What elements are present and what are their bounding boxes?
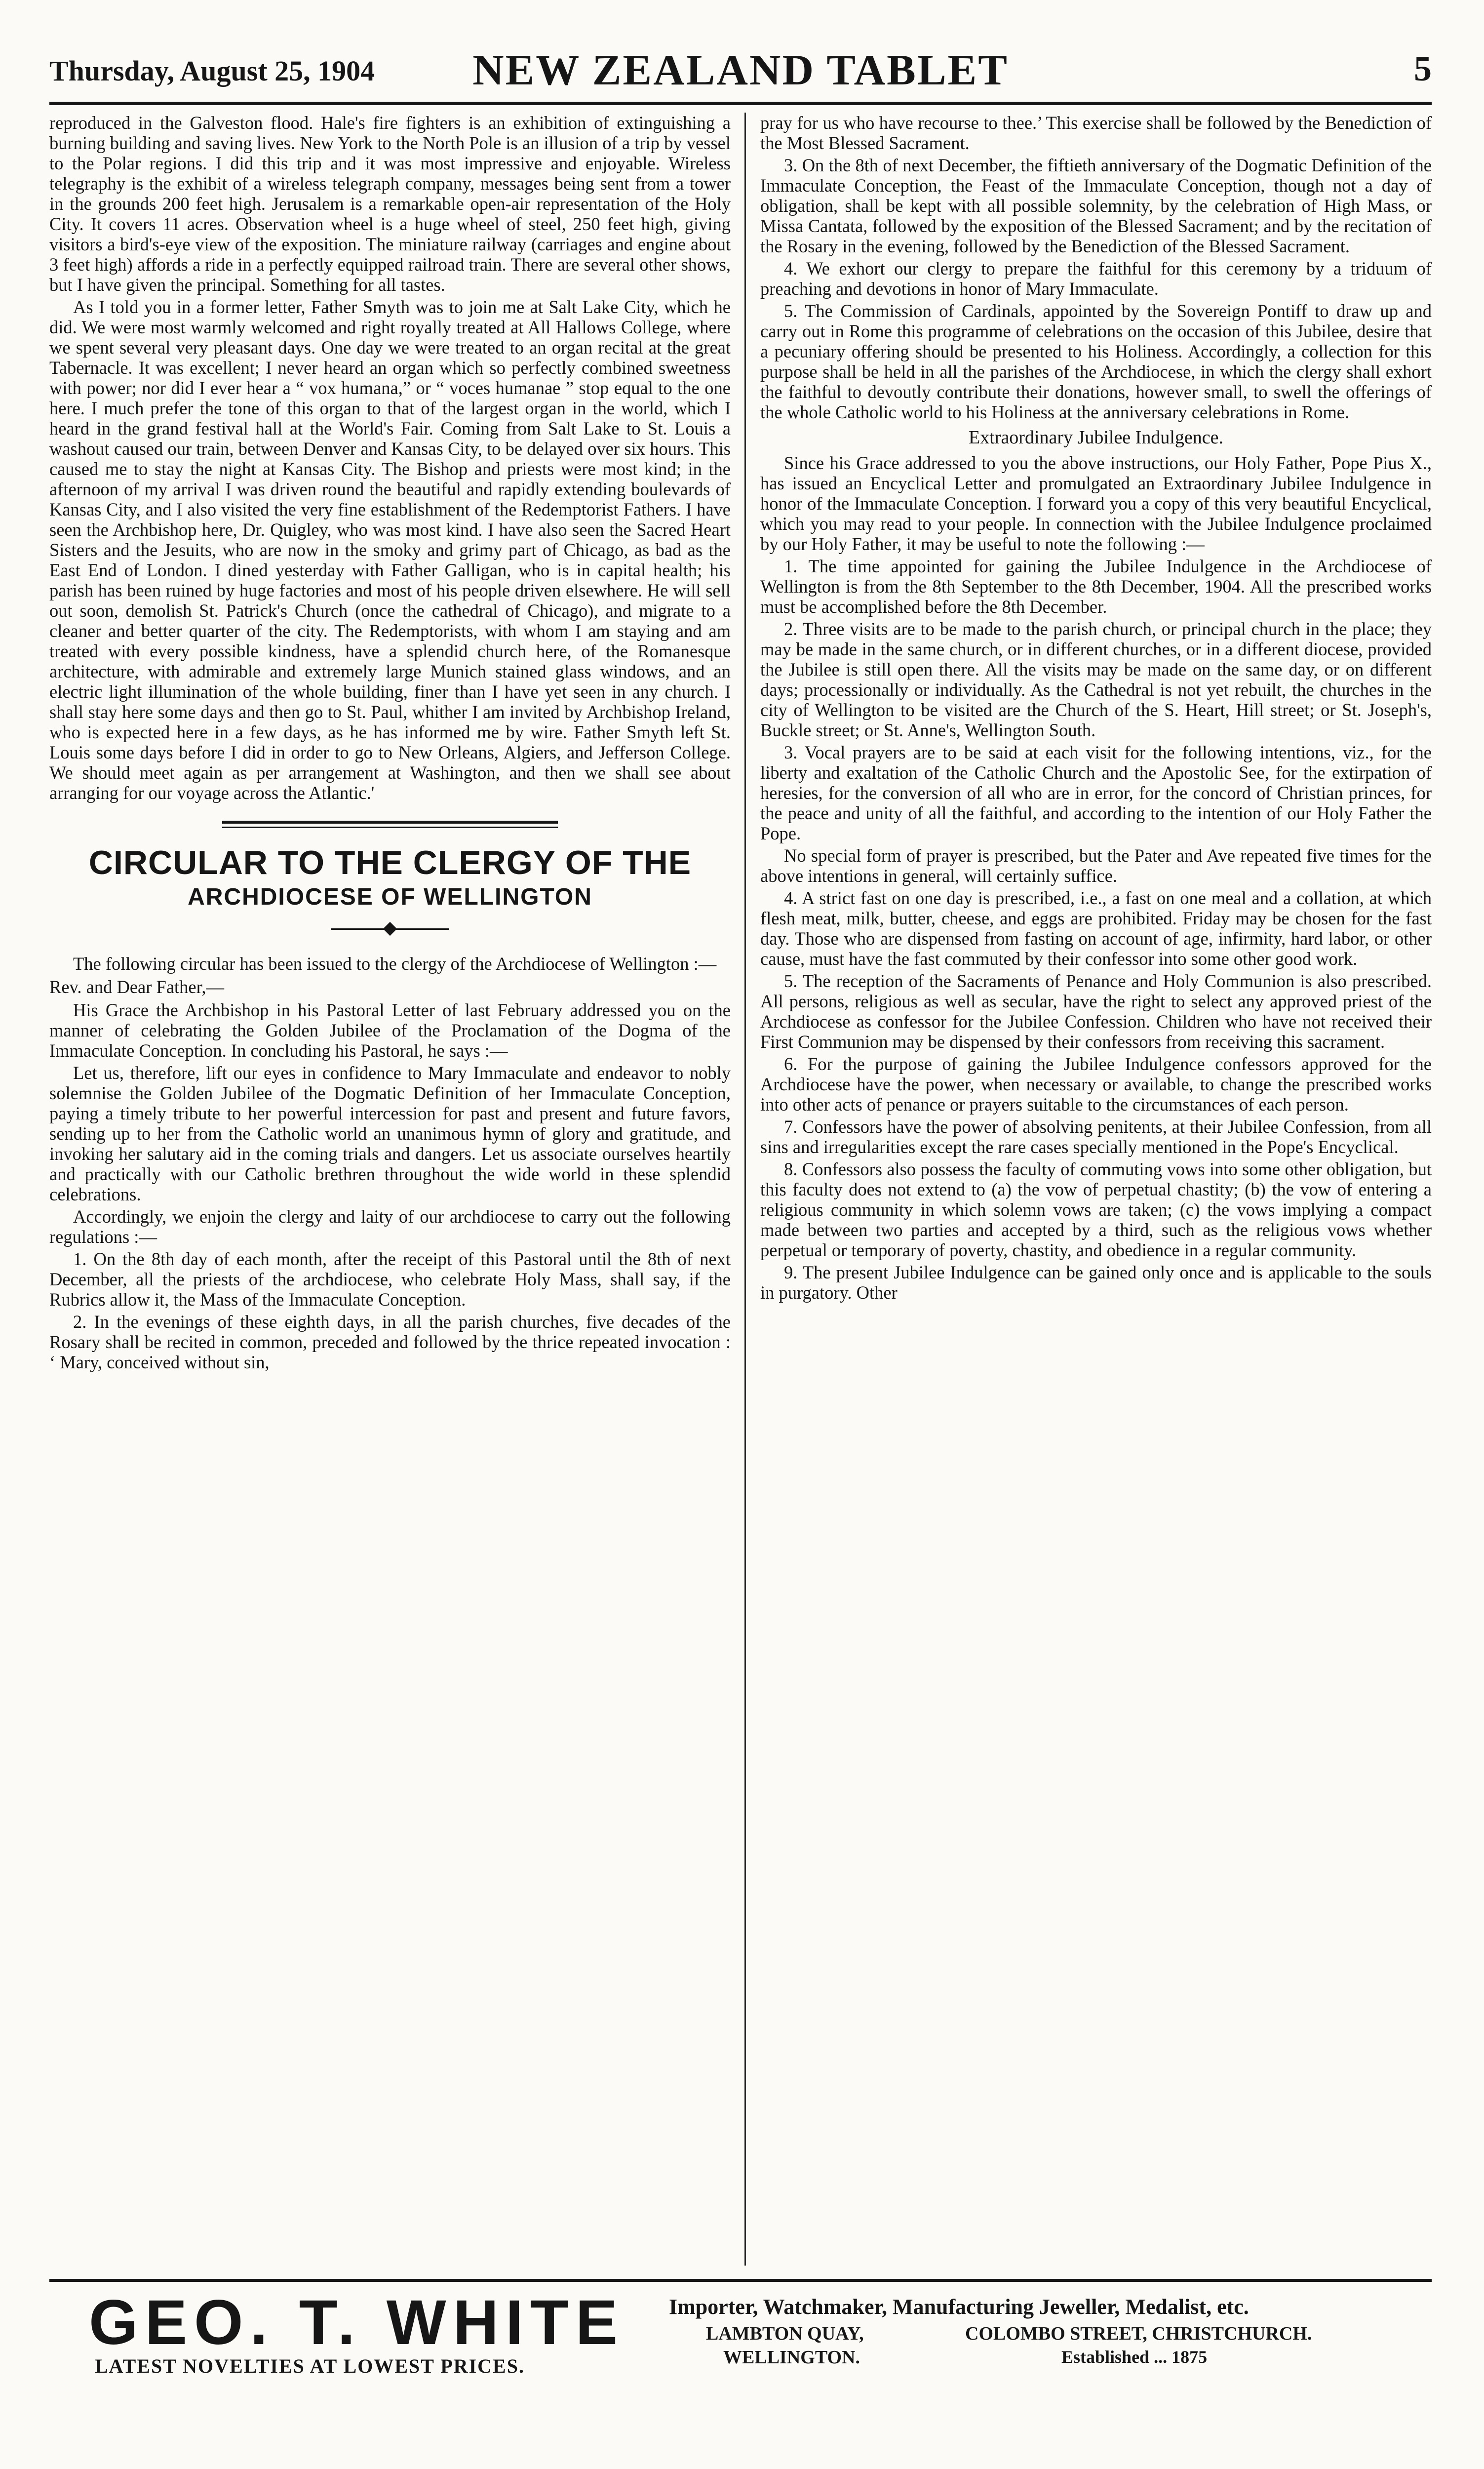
indulgence-paragraph: Since his Grace addressed to you the above instructions, our Holy Father, Pope Pius X., has issued an Encyclical Letter and promulgated an Extraordinary Jubilee Indulgence in honor of the Immaculate Conception. I forward you a copy of this very beautiful Encyclical, which you may read to your people. In connection with the Jubilee Indulgence proclaimed by our Holy Father, it may be useful to note the following :— [760,453,1432,554]
advertiser-name: GEO. T. WHITE [89,2287,625,2358]
ornament-divider [331,924,449,934]
indulgence-paragraph: 2. Three visits are to be made to the parish church, or principal church in the place; they may be made in the same church, or in different churches, or in a different diocese, provided the Jubilee is still open there. All the visits may be made on the same day, or on different days; processionally or individually. As the Cathedral is not yet rebuilt, the churches in the city of Wellington to be visited are the Church of the S. Heart, Hill street; or St. Joseph's, Buckle street; or St. Anne's, Wellington South. [760,619,1432,740]
indulgence-paragraph: 1. The time appointed for gaining the Jubilee Indulgence in the Archdiocese of Wellington is from the 8th September to the 8th December, 1904. All the prescribed works must be accomplished before the 8th December. [760,556,1432,617]
circular-intro: The following circular has been issued to the clergy of the Archdiocese of Wellington :— [73,954,717,974]
column-divider [744,113,746,2266]
masthead [49,45,1432,100]
circular-paragraph: 1. On the 8th day of each month, after the receipt of this Pastoral until the 8th of next December, all the priests of the archdiocese, who celebrate Holy Mass, shall say, if the Rubrics allow it, the Mass of the Immaculate Conception. [49,1249,731,1310]
circular-paragraph: 2. In the evenings of these eighth days, in all the parish churches, five decades of the Rosary shall be recited in common, preceded and followed by the thrice repeated invocation : ‘ Mary, conceived without sin, [49,1312,731,1372]
advertiser-city: WELLINGTON. [723,2347,860,2368]
advertiser-address-wellington: LAMBTON QUAY, [706,2323,864,2344]
masthead-rule [49,102,1432,105]
indulgence-paragraph: 4. A strict fast on one day is prescribed, i.e., a fast on one meal and a collation, at which flesh meat, milk, butter, cheese, and eggs are prohibited. Friday may be chosen for the fast day. Those who are dispensed from fasting on account of age, infirmity, hard labor, or other cause, must have the fast commuted by their confessor into some other good work. [760,888,1432,969]
circular-paragraph: 4. We exhort our clergy to prepare the faithful for this ceremony by a triduum of preaching and devotions in honor of Mary Immaculate. [760,258,1432,299]
newspaper-title: NEW ZEALAND TABLET [472,46,1009,94]
section-separator [222,821,558,828]
issue-date: Thursday, August 25, 1904 [49,55,375,87]
circular-paragraph: pray for us who have recourse to thee.’ This exercise shall be followed by the Benediction of the Most Blessed Sacrament. [760,113,1432,153]
advertiser-address-christchurch: COLOMBO STREET, CHRISTCHURCH. [965,2323,1312,2344]
indulgence-heading: Extraordinary Jubilee Indulgence. [969,427,1223,448]
left-column [49,113,731,2266]
indulgence-paragraph: 5. The reception of the Sacraments of Penance and Holy Communion is also prescribed. All persons, religious as well as secular, have the right to select any approved priest of the Archdiocese as confessor for the Jubilee Confession. Children who have not received their First Communion may be dispensed by their confessors from receiving this sacrament. [760,971,1432,1052]
indulgence-paragraph: No special form of prayer is prescribed, but the Pater and Ave repeated five times for the above intentions in general, will certainly suffice. [760,845,1432,886]
indulgence-paragraph: 6. For the purpose of gaining the Jubilee Indulgence confessors approved for the Archdiocese have the power, when necessary or available, to change the prescribed works into other acts of penance or prayers suitable to the circumstances of each person. [760,1054,1432,1115]
letter-paragraph: reproduced in the Galveston flood. Hale's fire fighters is an exhibition of extinguishing a burning building and saving lives. New York to the North Pole is an illusion of a trip by vessel to the Polar regions. I did this trip and it was most impressive and enjoyable. Wireless telegraphy is the exhibit of a wireless telegraph company, messages being sent from a tower in the grounds 200 feet high. Jerusalem is a remarkable open-air representation of the Holy City. It covers 11 acres. Observation wheel is a huge wheel of steel, 250 feet high, giving visitors a bird's-eye view of the exposition. The miniature railway (carriages and engine about 3 feet high) affords a ride in a perfectly equipped railroad train. There are several other shows, but I have given the principal. Something for all tastes. [49,113,731,295]
circular-headline: CIRCULAR TO THE CLERGY OF THE [88,844,692,881]
circular-paragraph: 3. On the 8th of next December, the fiftieth anniversary of the Dogmatic Definition of the Immaculate Conception, the Feast of the Immaculate Conception, though not a day of obligation, shall be kept with all possible solemnity, by the celebration of High Mass, or Missa Cantata, followed by the exposition of the Blessed Sacrament; and by the recitation of the Rosary in the evening, followed by the Benediction of the Blessed Sacrament. [760,155,1432,256]
indulgence-paragraph: 8. Confessors also possess the faculty of commuting vows into some other obligation, but this faculty does not extend to (a) the vow of perpetual chastity; (b) the vow of entering a religious community in which solemn vows are taken; (c) the vows implying a compact made between two parties and accepted by a third, such as the religious vows whether perpetual or temporary of poverty, chastity, and obedience in a regular community. [760,1159,1432,1260]
advertiser-tagline: LATEST NOVELTIES AT LOWEST PRICES. [95,2355,525,2377]
indulgence-paragraph: 3. Vocal prayers are to be said at each visit for the following intentions, viz., for the liberty and exaltation of the Catholic Church and the Apostolic See, for the extirpation of heresies, for the conversion of all who are in error, for the concord of Christian princes, for the peace and unity of all the faithful, and according to the intention of our Holy Father the Pope. [760,742,1432,843]
salutation: Rev. and Dear Father,— [49,977,224,997]
circular-subheadline: ARCHDIOCESE OF WELLINGTON [188,884,592,910]
circular-paragraph: 5. The Commission of Cardinals, appointed by the Sovereign Pontiff to draw up and carry out in Rome this programme of celebrations on the occasion of this Jubilee, desire that a pecuniary offering should be presented to his Holiness. Accordingly, a collection for this purpose shall be held in all the parishes of the Archdiocese, in which the clergy shall exhort the faithful to devoutly contribute their donations, however small, to swell the offerings of the whole Catholic world to his Holiness at the anniversary celebrations in Rome. [760,301,1432,422]
page-number: 5 [1414,49,1432,88]
circular-paragraph: Let us, therefore, lift our eyes in confidence to Mary Immaculate and endeavor to nobly solemnise the Golden Jubilee of the Dogmatic Definition of her Immaculate Conception, paying a timely tribute to her powerful intercession for past and present and future favors, sending up to her from the Catholic world an unanimous hymn of glory and gratitude, and invoking her salutary aid in the coming trials and dangers. Let us associate ourselves heartily and practically with our Catholic brethren throughout the wide world in these splendid celebrations. [49,1063,731,1204]
footer-rule [49,2279,1432,2282]
circular-paragraph: Accordingly, we enjoin the clergy and laity of our archdiocese to carry out the following regulations :— [49,1206,731,1247]
right-column [760,113,1432,2266]
advertiser-established: Established ... 1875 [1061,2347,1208,2367]
letter-paragraph: As I told you in a former letter, Father Smyth was to join me at Salt Lake City, which he did. We were most warmly welcomed and right royally treated at All Hallows College, where we spent several very pleasant days. One day we were treated to an organ recital at the great Tabernacle. It was excellent; I never heard an organ which so perfectly combined sweetness with power; nor did I ever hear a “ vox humana,” or “ voces humanae ” stop equal to the one here. I much prefer the tone of this organ to that of the largest organ in the world, which I heard in the grand festival hall at the World's Fair. Coming from Salt Lake to St. Louis a washout caused our train, between Denver and Kansas City, to be delayed over six hours. This caused me to stay the night at Kansas City. The Bishop and priests were most kind; in the afternoon of my arrival I was driven round the beautiful and rapidly extending boulevards of Kansas City, and I also visited the very fine establishment of the Redemptorist Fathers. I have seen the Archbishop here, Dr. Quigley, who was most kind. I have also seen the Sacred Heart Sisters and the Jesuits, who are now in the smoky and grimy part of Chicago, as bad as the East End of London. I dined yesterday with Father Galligan, who is in capital health; his parish has been ruined by huge factories and most of his people driven elsewhere. He will sell out soon, demolish St. Patrick's Church (once the cathedral of Chicago), and migrate to a cleaner and better quarter of the city. The Redemptorists, with whom I am staying and am treated with every possible kindness, have a splendid church here, of the Romanesque architecture, with admirable and extremely large Munich stained glass windows, and an electric light illumination of the whole building, finer than I have yet seen in any church. I shall stay here some days and then go to St. Paul, whither I am invited by Archbishop Ireland, who is expected here in a few days, as he has informed me by wire. Father Smyth left St. Louis some days before I did in order to go to New Orleans, Algiers, and Jefferson College. We should meet again as per arrangement at Washington, and then we shall see about arranging for our voyage across the Atlantic.' [49,297,731,803]
advertiser-trade: Importer, Watchmaker, Manufacturing Jeweller, Medalist, etc. [669,2295,1249,2319]
indulgence-paragraph: 7. Confessors have the power of absolving penitents, at their Jubilee Confession, from all sins and irregularities except the rare cases specially mentioned in the Pope's Encyclical. [760,1116,1432,1157]
circular-paragraph: His Grace the Archbishop in his Pastoral Letter of last February addressed you on the manner of celebrating the Golden Jubilee of the Proclamation of the Dogma of the Immaculate Conception. In concluding his Pastoral, he says :— [49,1000,731,1061]
advertisement-banner [49,2287,1432,2380]
indulgence-paragraph: 9. The present Jubilee Indulgence can be gained only once and is applicable to the souls in purgatory. Other [760,1262,1432,1303]
